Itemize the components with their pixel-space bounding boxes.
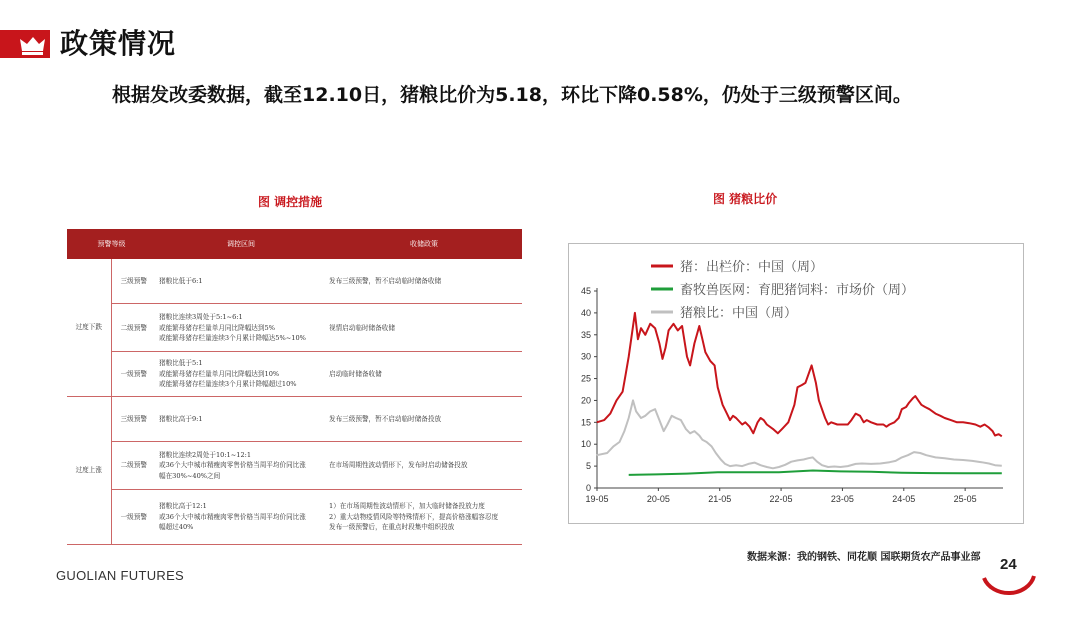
series-line-2 (629, 471, 1002, 475)
range-cell: 猪粮比低于6:1 (156, 259, 326, 304)
y-tick-label: 30 (580, 351, 591, 362)
series-line-3 (597, 400, 1002, 468)
table-title: 图 调控措施 (258, 195, 323, 209)
level-cell: 三级预警 (111, 397, 156, 442)
header-level: 预警等级 (67, 229, 156, 259)
y-tick-label: 5 (585, 461, 591, 472)
chart-title: 图 猪粮比价 (713, 192, 778, 206)
policy-cell: 1）在市场周期性波动情形下，加大临时储备投放力度 2）重大动物疫情风险等特殊情形下，提高价格涨幅容忍度 发布一级预警后，在重点时段集中组织投放 (326, 489, 522, 544)
x-tick-label: 22-05 (769, 494, 793, 504)
direction-cell: 过度下跌 (67, 259, 111, 397)
y-tick-label: 0 (585, 483, 591, 493)
range-cell: 猪粮比低于5:1 或能繁母猪存栏量单月同比降幅达到10% 或能繁母猪存栏量连续3个月累计降幅超过10% (156, 352, 326, 397)
table-row (67, 259, 522, 304)
crown-icon (0, 30, 50, 58)
pig-grain-ratio-chart (569, 244, 1023, 523)
direction-cell: 过度上涨 (67, 397, 111, 545)
legend-label-1: 猪：出栏价：中国（周） (680, 260, 824, 275)
y-tick-label: 25 (580, 373, 591, 384)
policy-cell: 视情启动临时储备收储 (326, 304, 522, 352)
range-cell: 猪粮比连续3周处于5:1~6:1 或能繁母猪存栏量单月同比降幅达到5% 或能繁母猪存栏量连续3个月累计降幅达5%~10% (156, 304, 326, 352)
table-row (67, 397, 522, 442)
range-cell: 猪粮比高于12:1 或36个大中城市精瘦肉零售价格当周平均价同比涨 幅超过40% (156, 489, 326, 544)
range-cell: 猪粮比连续2周处于10:1~12:1 或36个大中城市精瘦肉零售价格当周平均价同比涨 幅在30%~40%之间 (156, 442, 326, 490)
x-tick-label: 20-05 (646, 494, 670, 504)
table-header-row (67, 229, 522, 259)
legend-label-2: 畜牧兽医网：育肥猪饲料：市场价（周） (680, 283, 915, 298)
y-tick-label: 15 (580, 417, 591, 428)
level-cell: 二级预警 (111, 442, 156, 490)
x-tick-label: 21-05 (708, 494, 732, 504)
level-cell: 一级预警 (111, 489, 156, 544)
table-row (67, 352, 522, 397)
headline-text: 根据发改委数据，截至12.10日，猪粮比价为5.18，环比下降0.58%，仍处于三级预警区间。 (112, 84, 912, 106)
level-cell: 一级预警 (111, 352, 156, 397)
legend-label-3: 猪粮比：中国（周） (680, 306, 798, 321)
y-tick-label: 45 (580, 286, 591, 296)
table-row (67, 489, 522, 544)
logo-box (0, 30, 50, 58)
level-cell: 三级预警 (111, 259, 156, 304)
x-tick-label: 24-05 (892, 494, 916, 504)
data-source: 数据来源：我的钢铁、同花顺 国联期货农产品事业部 (747, 552, 981, 563)
y-tick-label: 35 (580, 329, 591, 340)
table-body (67, 259, 522, 545)
y-tick-label: 20 (580, 395, 591, 406)
range-cell: 猪粮比高于9:1 (156, 397, 326, 442)
table-row (67, 442, 522, 490)
policy-cell: 在市场周期性波动情形下，发布时启动储备投放 (326, 442, 522, 490)
y-tick-label: 10 (580, 439, 591, 450)
header-range: 调控区间 (156, 229, 326, 259)
x-tick-label: 25-05 (953, 494, 977, 504)
header-policy: 收储政策 (326, 229, 522, 259)
policy-cell: 启动临时储备收储 (326, 352, 522, 397)
x-tick-label: 19-05 (585, 494, 609, 504)
table-row (67, 304, 522, 352)
y-tick-label: 40 (580, 307, 591, 318)
chart-frame (568, 243, 1024, 524)
page-number: 24 (1000, 556, 1017, 573)
policy-cell: 发布三级预警，暂不启动临时储备投放 (326, 397, 522, 442)
x-tick-label: 23-05 (830, 494, 854, 504)
policy-cell: 发布三级预警，暂不启动临时储备收储 (326, 259, 522, 304)
page-title: 政策情况 (60, 27, 177, 60)
brand-name: GUOLIAN FUTURES (56, 568, 185, 583)
level-cell: 二级预警 (111, 304, 156, 352)
policy-table (67, 229, 522, 545)
